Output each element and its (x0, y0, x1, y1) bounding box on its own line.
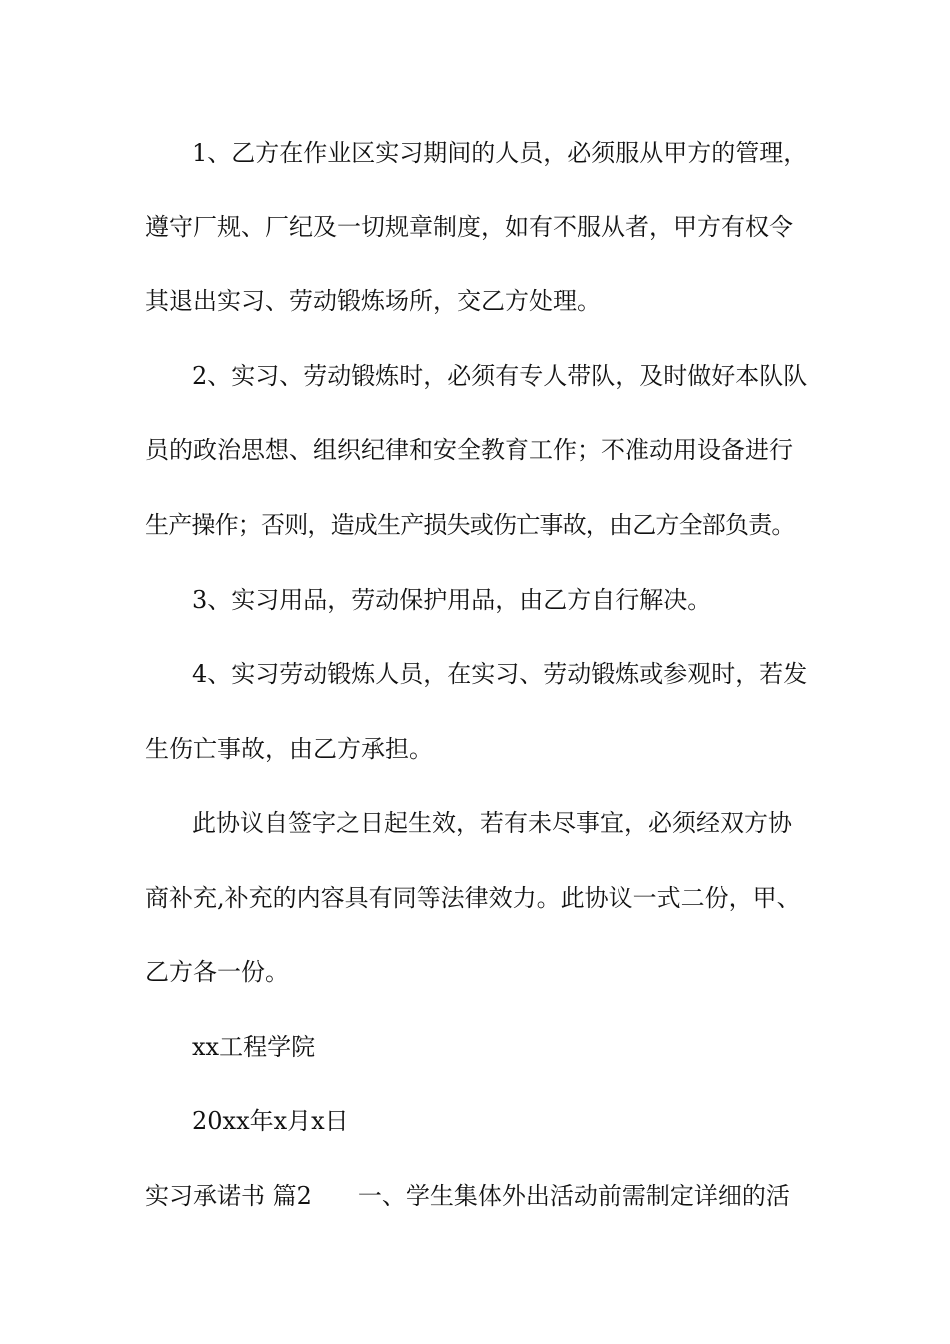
paragraph-1-line-3: 其退出实习、劳动锻炼场所，交乙方处理。 (145, 287, 601, 315)
paragraph-3-line-1: 3、实习用品，劳动保护用品，由乙方自行解决。 (192, 586, 712, 614)
signature-org: xx工程学院 (192, 1033, 316, 1061)
section-2-line (145, 1181, 815, 1211)
section-2-text: 一、学生集体外出活动前需制定详细的活 (357, 1182, 790, 1210)
signature-date: 20xx年x月x日 (192, 1107, 349, 1135)
paragraph-4-line-1: 4、实习劳动锻炼人员，在实习、劳动锻炼或参观时，若发 (192, 660, 808, 688)
paragraph-2-line-1: 2、实习、劳动锻炼时，必须有专人带队，及时做好本队队 (192, 362, 808, 390)
section-2-title: 实习承诺书 篇2 (145, 1182, 312, 1210)
paragraph-2-line-2: 员的政治思想、组织纪律和安全教育工作；不准动用设备进行 (145, 436, 793, 464)
paragraph-4-line-2: 生伤亡事故，由乙方承担。 (145, 735, 433, 763)
paragraph-2-line-3: 生产操作；否则，造成生产损失或伤亡事故，由乙方全部负责。 (145, 511, 795, 539)
paragraph-5-line-1: 此协议自签字之日起生效，若有未尽事宜，必须经双方协 (192, 809, 792, 837)
paragraph-5-line-2: 商补充,补充的内容具有同等法律效力。此协议一式二份，甲、 (145, 884, 801, 912)
paragraph-5-line-3: 乙方各一份。 (145, 958, 289, 986)
paragraph-1-line-1: 1、乙方在作业区实习期间的人员，必须服从甲方的管理， (192, 139, 808, 167)
paragraph-1-line-2: 遵守厂规、厂纪及一切规章制度，如有不服从者，甲方有权令 (145, 213, 793, 241)
